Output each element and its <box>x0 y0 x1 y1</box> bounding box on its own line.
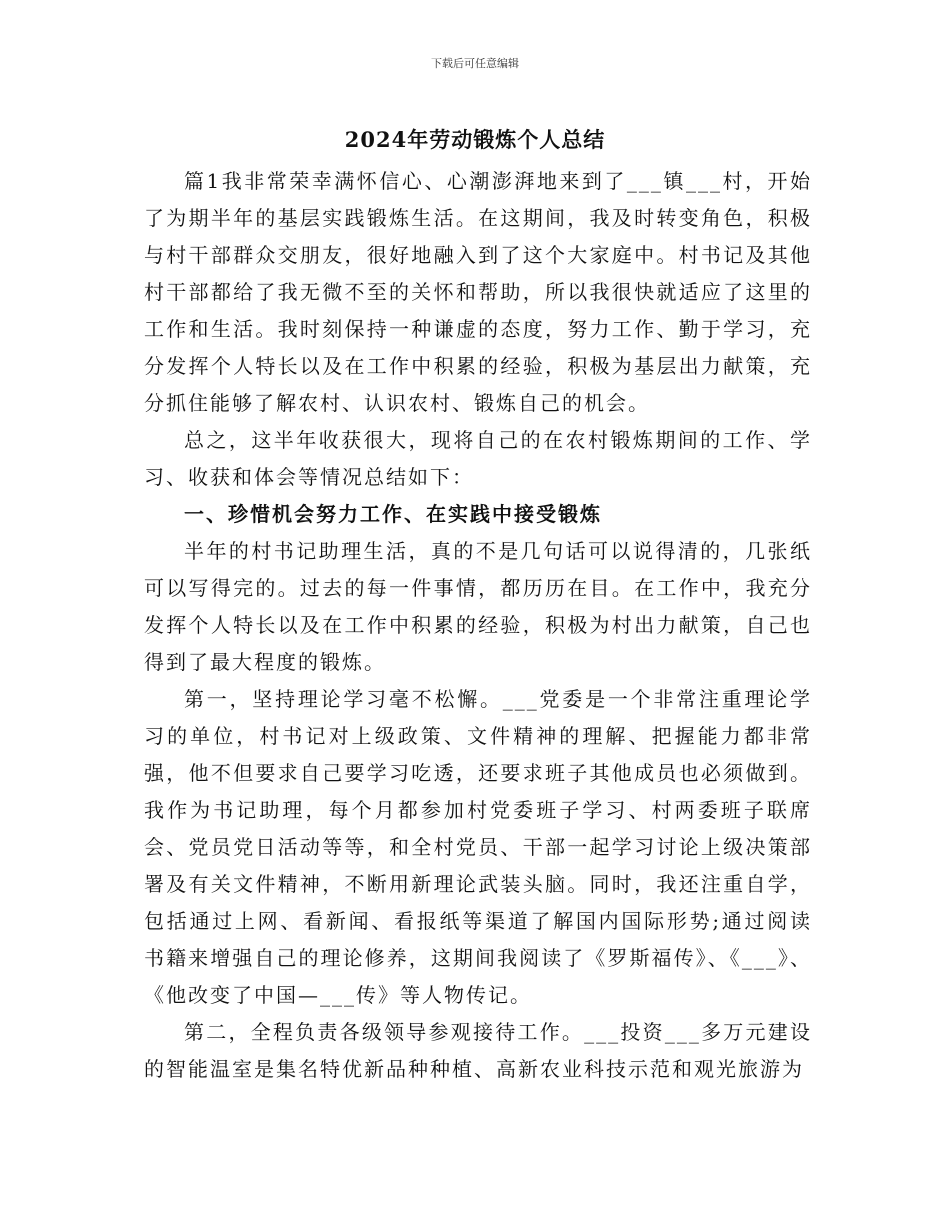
paragraph-second-point: 第二，全程负责各级领导参观接待工作。___投资___多万元建设的智能温室是集名特优新品种种植、高新农业科技示范和观光旅游为 <box>144 1020 812 1081</box>
paragraph-summary: 总之，这半年收获很大，现将自己的在农村锻炼期间的工作、学习、收获和体会等情况总结如下： <box>144 428 812 489</box>
paragraph-overview: 半年的村书记助理生活，真的不是几句话可以说得清的，几张纸可以写得完的。过去的每一件事情，都历历在目。在工作中，我充分发挥个人特长以及在工作中积累的经验，积极为村出力献策，自己也得到了最大程度的锻炼。 <box>144 539 812 674</box>
paragraph-first-point: 第一，坚持理论学习毫不松懈。___党委是一个非常注重理论学习的单位，村书记对上级政策、文件精神的理解、把握能力都非常强，他不但要求自己要学习吃透，还要求班子其他成员也必须做到。我作为书记助理，每个月都参加村党委班子学习、村两委班子联席会、党员党日活动等等，和全村党员、干部一起学习讨论上级决策部署及有关文件精神，不断用新理论武装头脑。同时，我还注重自学，包括通过上网、看新闻、看报纸等渠道了解国内国际形势;通过阅读书籍来增强自己的理论修养，这期间我阅读了《罗斯福传》、《___》、《他改变了中国—___传》等人物传记。 <box>144 687 812 1007</box>
section-heading: 一、珍惜机会努力工作、在实践中接受锻炼 <box>184 502 602 526</box>
paragraph-intro: 篇1我非常荣幸满怀信心、心潮澎湃地来到了___镇___村，开始了为期半年的基层实践锻炼生活。在这期间，我及时转变角色，积极与村干部群众交朋友，很好地融入到了这个大家庭中。村书记及其他村干部都给了我无微不至的关怀和帮助，所以我很快就适应了这里的工作和生活。我时刻保持一种谦虚的态度，努力工作、勤于学习，充分发挥个人特长以及在工作中积累的经验，积极为基层出力献策，充分抓住能够了解农村、认识农村、锻炼自己的机会。 <box>144 169 812 415</box>
document-title: 2024年劳动锻炼个人总结 <box>344 127 606 152</box>
page-header-note: 下载后可任意编辑 <box>431 57 519 70</box>
document-body <box>144 163 812 1088</box>
